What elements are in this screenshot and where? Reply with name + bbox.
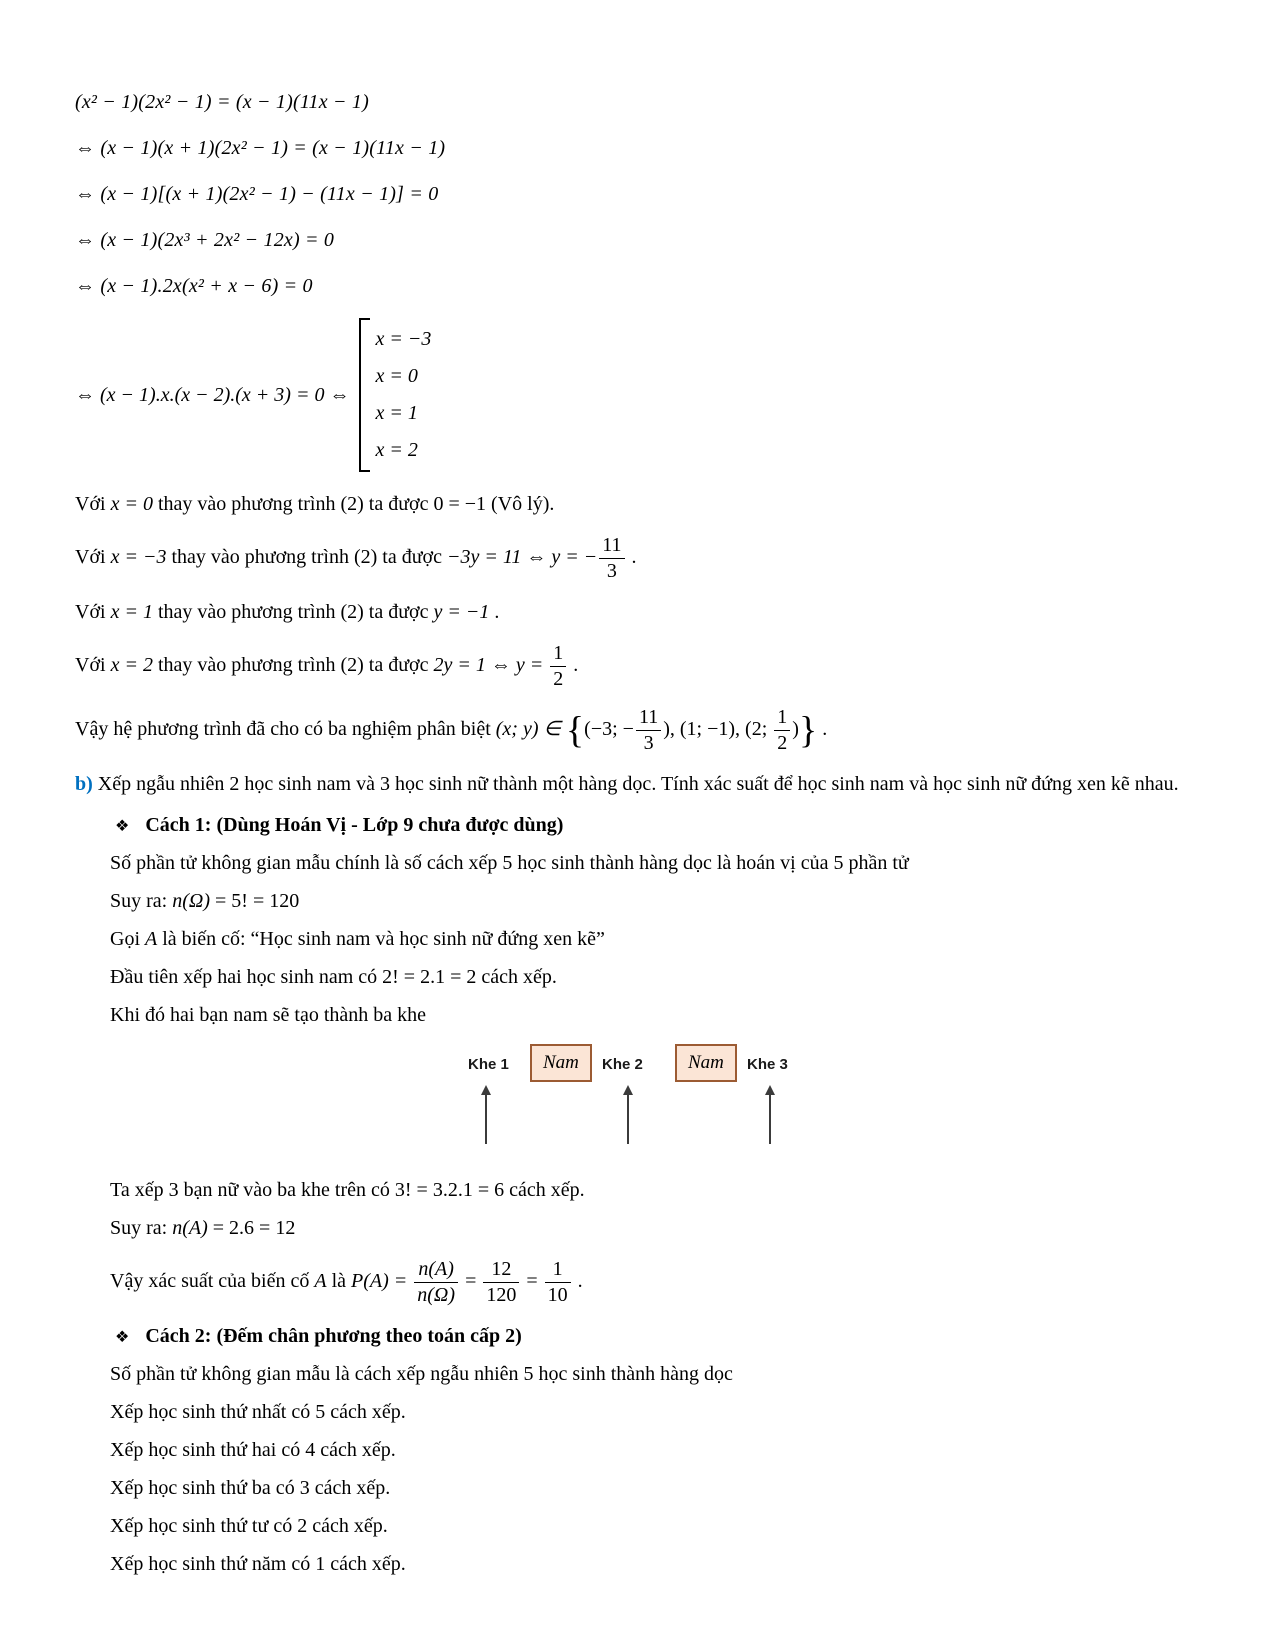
cach2-step-3 <box>110 1474 1205 1503</box>
after-line2 <box>110 1214 1205 1243</box>
cach2-step-1 <box>110 1398 1205 1427</box>
text-segment: = 2.6 = 12 <box>207 1217 296 1239</box>
math-segment: (−3; − <box>584 718 634 741</box>
nam-box-2: Nam <box>675 1044 737 1082</box>
text-segment: Xếp học sinh thứ tư có 2 cách xếp. <box>110 1515 388 1537</box>
up-arrow-3-icon <box>769 1094 771 1144</box>
khe2-label: Khe 2 <box>602 1056 643 1073</box>
cach1-line4 <box>110 963 1205 992</box>
math-segment: y = −1 <box>433 601 490 623</box>
fraction <box>597 534 626 583</box>
text-segment: . <box>489 601 500 623</box>
text-segment: Gọi <box>110 928 145 950</box>
khe3-label: Khe 3 <box>747 1056 788 1073</box>
khe-diagram <box>75 1042 1205 1154</box>
math-segment: (x; y) ∈ <box>495 718 566 741</box>
text-segment: là biến cố: “Học sinh nam và học sinh nữ đứng xen kẽ” <box>157 928 605 950</box>
fraction-numerator: 1 <box>550 642 566 667</box>
after-line1 <box>110 1176 1205 1205</box>
text-segment: Xếp học sinh thứ hai có 4 cách xếp. <box>110 1439 396 1461</box>
cach1-line3 <box>110 925 1205 954</box>
cach1-heading <box>115 811 1205 840</box>
math-segment: ), (1; −1), (2; <box>663 718 773 741</box>
fraction-denominator: 10 <box>547 1284 568 1306</box>
text-segment: . <box>817 718 828 741</box>
cach1-line2 <box>110 887 1205 916</box>
cach1-line5 <box>110 1001 1205 1030</box>
case-x-2: x = 2 <box>375 439 418 461</box>
text-segment: Xếp học sinh thứ năm có 1 cách xếp. <box>110 1553 406 1575</box>
math-segment: x = 1 <box>110 601 153 623</box>
text-segment: thay vào phương trình (2) ta được <box>166 546 447 569</box>
text-segment: Với <box>75 493 111 515</box>
text-segment: thay vào phương trình (2) ta được 0 = −1 (Vô lý). <box>152 493 555 515</box>
fraction-denominator: 3 <box>606 560 617 582</box>
conclusion-line <box>75 706 1205 755</box>
fraction <box>412 1258 460 1307</box>
cach1-line1 <box>110 849 1205 878</box>
text-segment: Với <box>75 654 111 677</box>
text-segment: Xếp ngẫu nhiên 2 học sinh nam và 3 học sinh nữ thành một hàng dọc. Tính xác suất để học sinh nam và học sinh nữ đứng xen kẽ nhau. <box>92 773 1179 795</box>
text-segment: = 5! = 120 <box>210 890 300 912</box>
math-segment: = <box>521 1270 543 1293</box>
fraction-denominator: 2 <box>777 732 788 754</box>
text-segment: Số phần tử không gian mẫu là cách xếp ngẫu nhiên 5 học sinh thành hàng dọc <box>110 1363 733 1385</box>
fraction-numerator: n(A) <box>414 1258 458 1283</box>
cases-bracket <box>359 318 431 472</box>
up-arrow-1-icon <box>485 1094 487 1144</box>
text-segment: Xếp học sinh thứ nhất có 5 cách xếp. <box>110 1401 406 1423</box>
substitution-line-x2 <box>75 642 1205 691</box>
substitution-line-x1 <box>75 598 1205 627</box>
cach2-title: Cách 2: (Đếm chân phương theo toán cấp 2) <box>145 1325 522 1347</box>
math-segment: A <box>314 1270 327 1293</box>
text-segment: Khi đó hai bạn nam sẽ tạo thành ba khe <box>110 1004 427 1026</box>
math-segment: x = 2 <box>110 654 153 677</box>
nam-box-1: Nam <box>530 1044 592 1082</box>
text-segment: Vậy xác suất của biến cố <box>110 1270 315 1293</box>
cach1-title: Cách 1: (Dùng Hoán Vị - Lớp 9 chưa được dùng) <box>145 814 564 836</box>
fraction <box>481 1258 521 1307</box>
part-b-label: b) <box>75 773 93 795</box>
fraction-denominator: 2 <box>553 668 564 690</box>
math-segment: −3y = 11 ⇔ y = − <box>447 546 598 569</box>
fraction <box>772 706 792 755</box>
text-segment: Ta xếp 3 bạn nữ vào ba khe trên có 3! = 3.2.1 = 6 cách xếp. <box>110 1179 585 1201</box>
text-segment: . <box>572 1270 583 1293</box>
text-segment: Số phần tử không gian mẫu chính là số cách xếp 5 học sinh thành hàng dọc là hoán vị của 5 phần tử <box>110 852 909 874</box>
text-segment: là <box>326 1270 352 1293</box>
cach2-step-2 <box>110 1436 1205 1465</box>
fraction <box>634 706 663 755</box>
equation-line-4: ⇔ (x − 1)(2x³ + 2x² − 12x) = 0 <box>75 229 335 251</box>
math-segment: ) <box>792 718 799 741</box>
fraction-numerator: 11 <box>599 534 624 559</box>
equation-line-6 <box>75 318 1205 472</box>
khe1-label: Khe 1 <box>468 1056 509 1073</box>
equation-line-3: ⇔ (x − 1)[(x + 1)(2x² − 1) − (11x − 1)] = 0 <box>75 183 439 205</box>
fraction <box>543 1258 573 1307</box>
case-x-1: x = 1 <box>375 402 418 424</box>
up-arrow-2-icon <box>627 1094 629 1144</box>
cach2-step-4 <box>110 1512 1205 1541</box>
cases-prefix: ⇔ (x − 1).x.(x − 2).(x + 3) = 0 ⇔ <box>75 383 350 406</box>
cach2-step-5 <box>110 1550 1205 1579</box>
math-segment: x = 0 <box>110 493 153 515</box>
substitution-line-xneg3 <box>75 534 1205 583</box>
fraction-numerator: 1 <box>545 1258 571 1283</box>
text-segment: Xếp học sinh thứ ba có 3 cách xếp. <box>110 1477 391 1499</box>
math-segment: n(A) <box>172 1217 208 1239</box>
equation-line-1: (x² − 1)(2x² − 1) = (x − 1)(11x − 1) <box>75 91 369 113</box>
fraction-denominator: 120 <box>486 1284 517 1306</box>
text-segment: Với <box>75 546 111 569</box>
math-segment: x = −3 <box>110 546 167 569</box>
cach2-heading <box>115 1322 1205 1351</box>
case-x-neg3: x = −3 <box>375 328 432 350</box>
math-segment: A <box>145 928 158 950</box>
text-segment: Đầu tiên xếp hai học sinh nam có 2! = 2.1 = 2 cách xếp. <box>110 966 557 988</box>
cach2-line0 <box>110 1360 1205 1389</box>
text-segment: Vậy hệ phương trình đã cho có ba nghiệm phân biệt <box>75 718 496 741</box>
text-segment: Suy ra: <box>110 890 173 912</box>
case-x-0: x = 0 <box>375 365 418 387</box>
text-segment: Với <box>75 601 111 623</box>
close-brace: } <box>798 709 818 752</box>
fraction-denominator: 3 <box>643 732 654 754</box>
equation-line-5: ⇔ (x − 1).2x(x² + x − 6) = 0 <box>75 275 313 297</box>
text-segment: thay vào phương trình (2) ta được <box>152 654 434 677</box>
equation-line-2: ⇔ (x − 1)(x + 1)(2x² − 1) = (x − 1)(11x − 1) <box>75 137 446 159</box>
text-segment: Suy ra: <box>110 1217 173 1239</box>
math-segment: 2y = 1 ⇔ y = <box>433 654 549 677</box>
math-segment: = <box>460 1270 482 1293</box>
equation-block <box>75 88 1205 472</box>
part-b-statement <box>75 770 1205 799</box>
diamond-bullet-icon: ❖ <box>115 818 130 835</box>
fraction-numerator: 12 <box>483 1258 519 1283</box>
open-brace: { <box>565 709 585 752</box>
text-segment: . <box>626 546 637 569</box>
math-segment: n(Ω) <box>172 890 211 912</box>
probability-line <box>110 1258 1205 1307</box>
fraction-numerator: 1 <box>774 706 790 731</box>
fraction <box>548 642 568 691</box>
text-segment: thay vào phương trình (2) ta được <box>152 601 434 623</box>
math-segment: P(A) = <box>351 1270 413 1293</box>
fraction-numerator: 11 <box>636 706 661 731</box>
diamond-bullet-icon: ❖ <box>115 1329 130 1346</box>
substitution-line-x0 <box>75 490 1205 519</box>
fraction-denominator: n(Ω) <box>417 1284 456 1306</box>
text-segment: . <box>568 654 579 677</box>
